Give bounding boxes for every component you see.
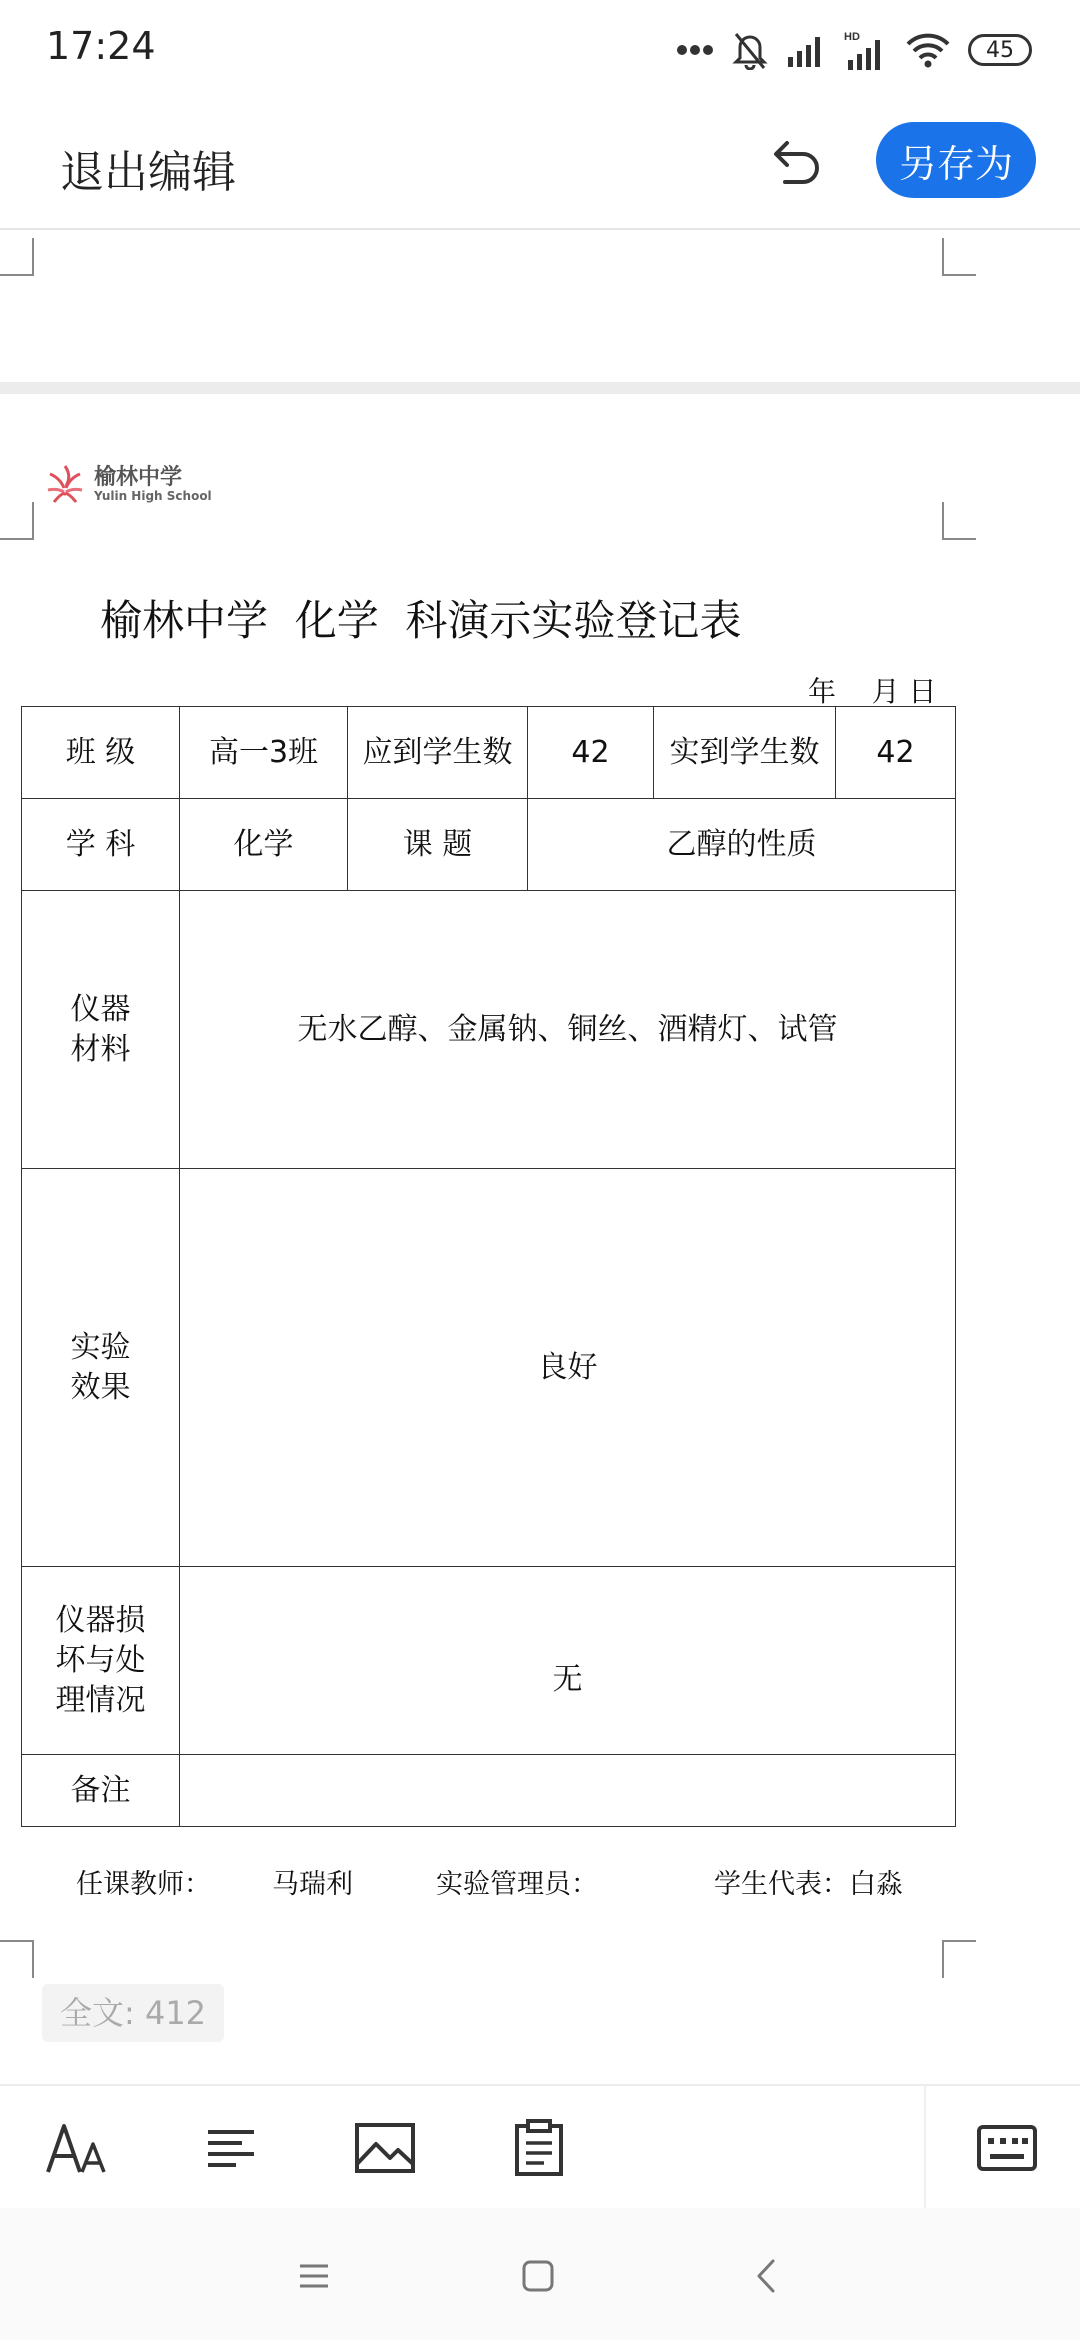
bottom-toolbar (0, 2084, 1080, 2210)
damage-label-line: 坏与处 (55, 1642, 146, 1678)
page-separator (0, 382, 1080, 394)
page-corner-mark (0, 238, 34, 276)
damage-value-text: 无 (552, 1661, 583, 1697)
damage-value-cell[interactable] (180, 1567, 956, 1755)
save-as-button[interactable]: 另存为 (876, 122, 1036, 198)
battery-level: 45 (986, 37, 1014, 63)
effect-label-line: 效果 (70, 1369, 131, 1405)
undo-button[interactable] (760, 128, 830, 198)
home-icon (521, 2259, 555, 2293)
signal-icon (786, 33, 826, 67)
topic-label-cell[interactable]: 课 题 (348, 799, 528, 891)
image-icon (354, 2122, 416, 2174)
remark-label-cell[interactable]: 备注 (22, 1755, 180, 1827)
keyboard-button[interactable] (972, 2116, 1042, 2180)
effect-label-line: 实验 (70, 1329, 131, 1365)
keyboard-toggle-area (924, 2086, 1080, 2210)
student-rep: 学生代表：白淼 (714, 1869, 903, 1900)
keyboard-icon (976, 2124, 1038, 2172)
status-time: 17:24 (46, 24, 156, 68)
expected-count-value-cell[interactable]: 42 (528, 707, 654, 799)
system-nav-bar (0, 2208, 1080, 2340)
actual-count-label-cell[interactable]: 实到学生数 (654, 707, 836, 799)
table-row (22, 1755, 956, 1827)
effect-label-cell[interactable] (22, 1169, 180, 1567)
table-row (22, 1169, 956, 1567)
svg-text:HD: HD (844, 31, 860, 43)
menu-icon (298, 2262, 330, 2290)
font-size-button[interactable] (42, 2116, 112, 2180)
manager-label: 实验管理员： (436, 1869, 598, 1900)
effect-value-cell[interactable]: 良好 (180, 1169, 956, 1567)
page-corner-mark (0, 1940, 34, 1978)
actual-count-value-cell[interactable]: 42 (836, 707, 956, 799)
materials-label-line: 仪器 (70, 991, 131, 1027)
wifi-icon (906, 32, 950, 68)
status-icons (676, 28, 1032, 72)
table-row (22, 799, 956, 891)
damage-label-line: 仪器损 (55, 1602, 146, 1638)
teacher-name: 马瑞利 (272, 1869, 353, 1900)
logo-chinese-name: 榆林中学 (94, 464, 183, 490)
expected-count-label-cell[interactable]: 应到学生数 (348, 707, 528, 799)
materials-value-cell[interactable]: 无水乙醇、金属钠、铜丝、酒精灯、试管 (180, 891, 956, 1169)
page-corner-mark (942, 502, 976, 540)
page-corner-mark (942, 1940, 976, 1978)
date-line[interactable]: 年 月 日 (808, 675, 937, 708)
undo-icon (767, 138, 823, 188)
page-corner-mark (942, 238, 976, 276)
school-emblem-icon (44, 462, 86, 506)
school-logo (44, 462, 212, 506)
back-button[interactable] (746, 2256, 786, 2296)
table-row (22, 707, 956, 799)
page-corner-mark (0, 502, 34, 540)
battery-icon (968, 34, 1032, 66)
clipboard-icon (514, 2119, 564, 2177)
table-row (22, 891, 956, 1169)
font-size-icon (44, 2120, 110, 2176)
recent-apps-button[interactable] (294, 2256, 334, 2296)
damage-label-line: 理情况 (55, 1682, 146, 1718)
registration-table[interactable] (21, 706, 956, 1827)
home-button[interactable] (518, 2256, 558, 2296)
paragraph-icon (206, 2126, 256, 2170)
logo-english-name: Yulin High School (94, 489, 212, 503)
more-dots-icon (676, 44, 714, 56)
paragraph-button[interactable] (196, 2116, 266, 2180)
word-count-badge: 全文: 412 (42, 1984, 224, 2042)
materials-label-cell[interactable] (22, 891, 180, 1169)
subject-label-cell[interactable]: 学 科 (22, 799, 180, 891)
materials-label-line: 材料 (70, 1031, 131, 1067)
previous-page (0, 230, 1080, 382)
damage-label-cell[interactable] (22, 1567, 180, 1755)
back-icon (755, 2258, 777, 2294)
table-row (22, 1567, 956, 1755)
subject-value-cell[interactable]: 化学 (180, 799, 348, 891)
exit-edit-button[interactable]: 退出编辑 (60, 136, 236, 200)
mute-bell-icon (732, 30, 768, 70)
remark-value-cell[interactable] (180, 1755, 956, 1827)
class-label-cell[interactable]: 班 级 (22, 707, 180, 799)
logo-text (94, 465, 212, 503)
document-title[interactable]: 榆林中学 化学 科演示实验登记表 (100, 596, 742, 645)
topic-value-cell[interactable]: 乙醇的性质 (528, 799, 956, 891)
class-value-cell[interactable]: 高一3班 (180, 707, 348, 799)
hd-signal-icon (844, 30, 888, 70)
teacher-label: 任课教师： (76, 1869, 211, 1900)
insert-image-button[interactable] (350, 2116, 420, 2180)
status-bar (0, 0, 1080, 100)
clipboard-button[interactable] (504, 2116, 574, 2180)
top-bar (0, 100, 1080, 230)
